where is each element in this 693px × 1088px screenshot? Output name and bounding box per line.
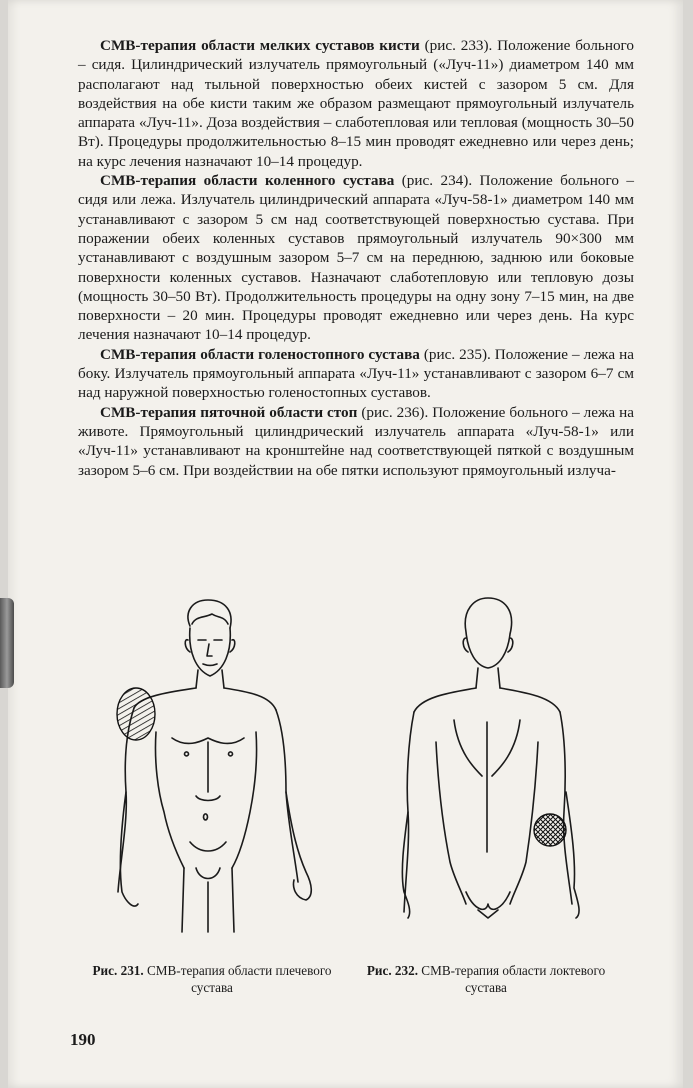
binder-clip bbox=[0, 598, 14, 688]
emitter-circle bbox=[117, 688, 155, 740]
figure-caption-232 bbox=[366, 962, 606, 996]
paragraph-body: (рис. 235). Положение – лежа на боку. Излучатель прямоугольный аппарата «Луч-11» устанавливают с зазором 6–7 см над наружной поверхностью голеностопных суставов. bbox=[78, 345, 634, 402]
paragraph-heading: СМВ-терапия области мелких суставов кисти bbox=[100, 37, 420, 54]
paragraph-hand-joints bbox=[78, 36, 634, 171]
paragraph-heading: СМВ-терапия пяточной области стоп bbox=[100, 403, 358, 421]
paragraph-heel-area bbox=[78, 403, 634, 480]
figure-elbow-illustration bbox=[378, 592, 598, 937]
paragraph-body: (рис. 233). Положение больного – сидя. Цилиндрический излучатель прямоугольный («Луч-11») диаметром 140 мм располагают над тыльной поверхностью обеих кистей с зазором 5 см. Для воздействия на обе кисти таким же образом размещают прямоугольный излучатель аппарата «Луч-11». Доза воздействия – слаботепловая или тепловая (мощность 30–50 Вт). Процедуры продолжительностью 8–15 мин проводят ежедневно или через день; на курс лечения назначают 10–14 процедур. bbox=[78, 37, 634, 170]
figure-caption-text: СМВ-терапия области локтевого сустава bbox=[421, 963, 606, 995]
emitter-circle bbox=[534, 814, 566, 846]
paragraph-knee-joint bbox=[78, 171, 634, 345]
figure-number: Рис. 232. bbox=[366, 963, 418, 978]
figure-caption-231 bbox=[92, 962, 332, 996]
paragraph-ankle-joint bbox=[78, 345, 634, 403]
figure-number: Рис. 231. bbox=[92, 963, 144, 978]
figure-caption-text: СМВ-терапия области плечевого сустава bbox=[146, 963, 332, 995]
paragraph-body: (рис. 234). Положение больного – сидя или лежа. Излучатель цилиндрический аппарата «Луч-58-1» диаметром 140 мм устанавливают с зазором 5 см над соответствующей поверхностью сустава. При поражении обеих коленных суставов прямоугольный излучатель 90×300 мм устанавливают с воздушным зазором 5–7 см на переднюю, заднюю или боковые поверхности коленных суставов. Назначают слаботепловую или тепловую дозы (мощность 30–50 Вт). Продолжительность процедуры на одну зону 7–15 мин, на две поверхности – 20 мин. Процедуры проводят ежедневно или через день. На курс лечения назначают 10–14 процедур. bbox=[78, 172, 634, 344]
body-text bbox=[78, 36, 634, 480]
paragraph-body: (рис. 236). Положение больного – лежа на животе. Прямоугольный цилиндрический излучатель аппарата «Луч-58-1» или «Луч-11» устанавливают на кронштейне над соответствующей пяткой с воздушным зазором 5–6 см. При воздействии на обе пятки используют прямоугольный излуча- bbox=[78, 403, 634, 479]
paragraph-heading: СМВ-терапия области голеностопного сустава bbox=[100, 345, 420, 363]
paragraph-heading: СМВ-терапия области коленного сустава bbox=[100, 172, 395, 190]
figure-shoulder-illustration bbox=[100, 592, 320, 937]
page-number: 190 bbox=[70, 1030, 96, 1049]
